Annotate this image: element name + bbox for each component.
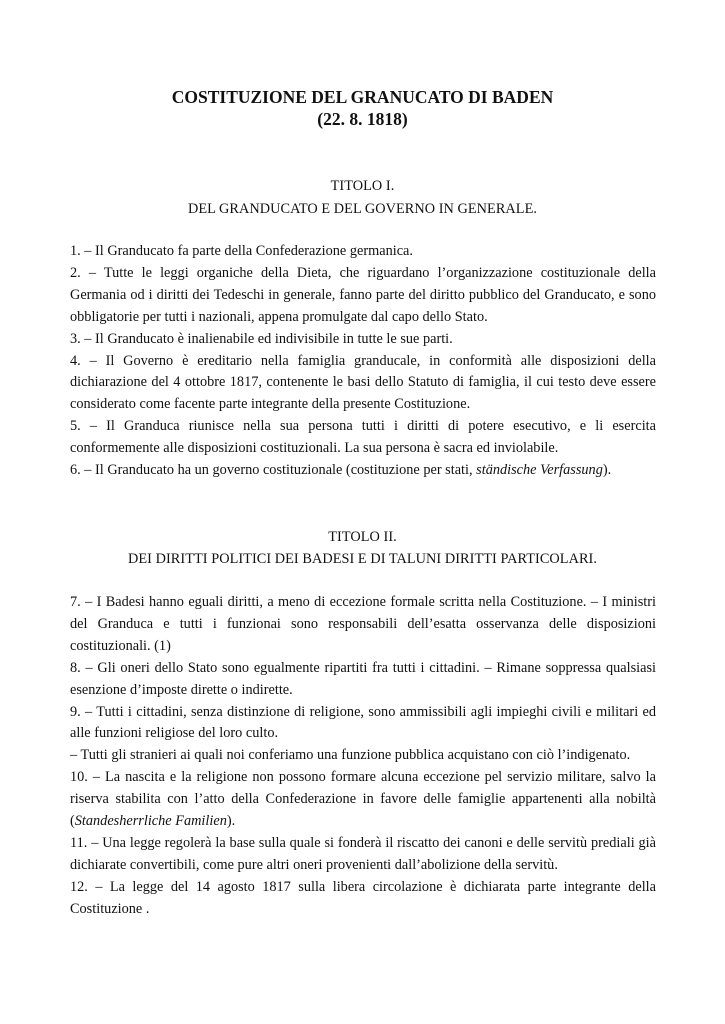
article-3: 3. – Il Granducato è inalienabile ed indivisibile in tutte le sue parti. [70, 330, 453, 347]
article-10-end: ). [226, 813, 236, 830]
article-6 [70, 460, 656, 482]
titolo-1-heading: DEL GRANDUCATO E DEL GOVERNO IN GENERALE. [188, 201, 537, 217]
titolo-1-articles [70, 241, 656, 482]
article-7: 7. – I Badesi hanno eguali diritti, a meno di eccezione formale scritta nella Costituzione. – I ministri del Granduca e tutti i funzionai sono responsabili dell’esatta osservanza delle disposizioni costituzionali. (1) [70, 594, 656, 654]
article-6-end: ). [602, 462, 612, 479]
article-9-note: – Tutti gli stranieri ai quali noi conferiamo una funzione pubblica acquistano con ciò l’indigenato. [70, 747, 631, 764]
article-12: 12. – La legge del 14 agosto 1817 sulla libera circolazione è dichiarata parte integrante della Costituzione . [70, 878, 656, 917]
article-9: 9. – Tutti i cittadini, senza distinzione di religione, sono ammissibili agli impieghi civili e militari ed alle funzioni religiose del loro culto. [70, 703, 656, 742]
titolo-1-number: TITOLO I. [330, 178, 395, 194]
article-6-text: 6. – Il Granducato ha un governo costituzionale (costituzione per stati, [70, 462, 477, 479]
article-10-term: Standesherrliche Familien [74, 813, 227, 830]
article-6-term: ständische Verfassung [476, 462, 603, 479]
document-title: COSTITUZIONE DEL GRANUCATO DI BADEN [171, 87, 554, 107]
titolo-2-heading: DEI DIRITTI POLITICI DEI BADESI E DI TALUNI DIRITTI PARTICOLARI. [128, 551, 597, 567]
article-11: 11. – Una legge regolerà la base sulla quale si fonderà il riscatto dei canoni e delle servitù prediali già dichiarate convertibili, come pure altri oneri provenienti dall’abolizione della servitù. [70, 834, 656, 873]
article-8: 8. – Gli oneri dello Stato sono egualmente ripartiti fra tutti i cittadini. – Rimane soppressa qualsiasi esenzione d’imposte dirette o indirette. [70, 659, 656, 698]
article-10 [70, 767, 656, 833]
article-5: 5. – Il Granduca riunisce nella sua persona tutti i diritti di potere esecutivo, e li esercita conformemente alle disposizioni costituzionali. La sua persona è sacra ed inviolabile. [70, 418, 656, 457]
article-2: 2. – Tutte le leggi organiche della Dieta, che riguardano l’organizzazione costituzionale della Germania od i diritti dei Tedeschi in generale, fanno parte del diritto pubblico del Granducato, e sono obbligatorie per tutti i nazionali, appena promulgate dal capo dello Stato. [70, 264, 656, 325]
article-1: 1. – Il Granducato fa parte della Confederazione germanica. [70, 243, 413, 259]
document-date: (22. 8. 1818) [317, 109, 408, 129]
article-4: 4. – Il Governo è ereditario nella famiglia granducale, in conformità alle disposizioni della dichiarazione del 4 ottobre 1817, contenente le basi dello Statuto di famiglia, il cui testo deve essere considerato come facente parte integrante della presente Costituzione. [70, 352, 656, 413]
article-10-text: 10. – La nascita e la religione non possono formare alcuna eccezione pel servizio militare, salvo la riserva stabilita con l’atto della Confederazione in favore delle famiglie appartenenti alla nobiltà ( [70, 769, 656, 830]
titolo-2-articles [70, 592, 656, 921]
titolo-2-number: TITOLO II. [328, 529, 397, 545]
